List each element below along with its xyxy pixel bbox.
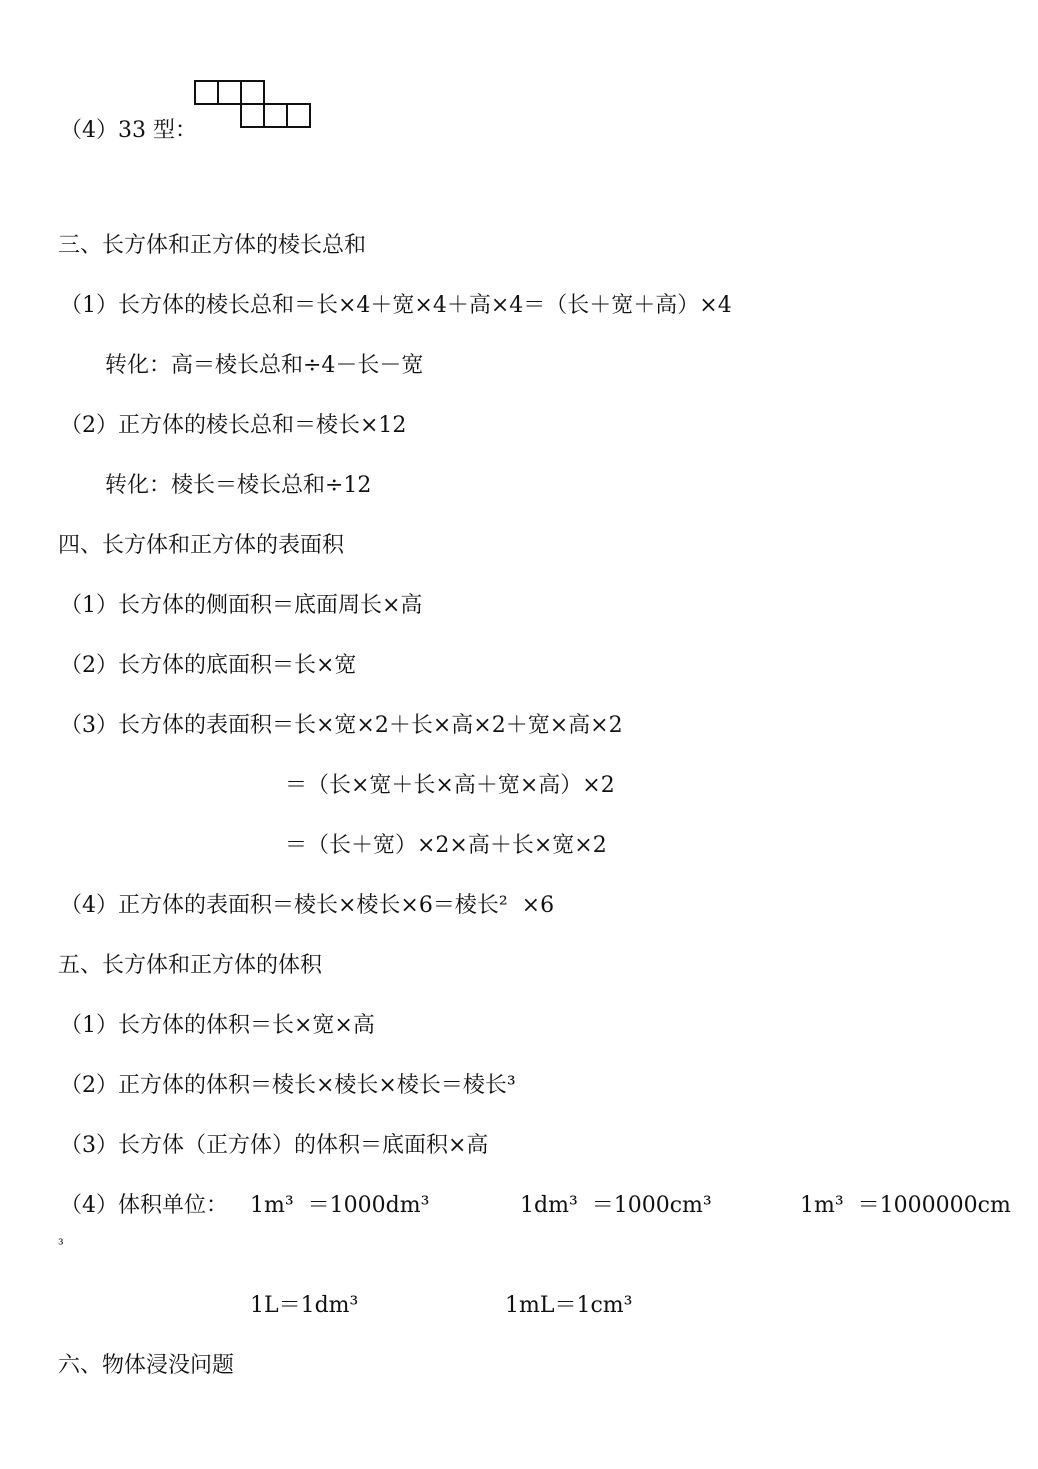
formula-4-1: （1）长方体的侧面积＝底面周长×高: [60, 593, 423, 618]
unit-ml-cm3: 1mL＝1cm³: [505, 1293, 633, 1318]
section-4-title: 四、长方体和正方体的表面积: [58, 533, 345, 558]
unit-m3-dm3: 1m³ ＝1000dm³: [250, 1193, 430, 1218]
formula-4-3-line-2: ＝（长×宽＋长×高＋宽×高）×2: [285, 773, 615, 798]
unit-m3-cm3: 1m³ ＝1000000cm: [800, 1193, 1011, 1218]
formula-3-2-conversion: 转化：棱长＝棱长总和÷12: [105, 473, 372, 498]
unit-l-dm3: 1L＝1dm³: [250, 1293, 359, 1318]
formula-5-3: （3）长方体（正方体）的体积＝底面积×高: [60, 1133, 489, 1158]
formula-3-1-conversion: 转化：高＝棱长总和÷4－长－宽: [105, 353, 424, 378]
unit-m3-cm3-wrap: ³: [58, 1237, 64, 1253]
formula-4-4: （4）正方体的表面积＝棱长×棱长×6＝棱长² ×6: [60, 893, 555, 918]
formula-3-2: （2）正方体的棱长总和＝棱长×12: [60, 413, 407, 438]
cube-net-33-diagram: [194, 80, 314, 130]
section-5-title: 五、长方体和正方体的体积: [58, 953, 323, 978]
net-33-label: （4）33 型：: [60, 118, 197, 143]
formula-4-3: （3）长方体的表面积＝长×宽×2＋长×高×2＋宽×高×2: [60, 713, 623, 738]
formula-5-2: （2）正方体的体积＝棱长×棱长×棱长＝棱长³: [60, 1073, 516, 1098]
formula-5-1: （1）长方体的体积＝长×宽×高: [60, 1013, 375, 1038]
unit-dm3-cm3: 1dm³ ＝1000cm³: [520, 1193, 712, 1218]
formula-5-4-label: （4）体积单位：: [60, 1193, 228, 1218]
formula-3-1: （1）长方体的棱长总和＝长×4＋宽×4＋高×4＝（长＋宽＋高）×4: [60, 293, 732, 318]
section-3-title: 三、长方体和正方体的棱长总和: [58, 233, 367, 258]
formula-4-3-line-3: ＝（长＋宽）×2×高＋长×宽×2: [285, 833, 607, 858]
section-6-title: 六、物体浸没问题: [58, 1353, 235, 1378]
formula-4-2: （2）长方体的底面积＝长×宽: [60, 653, 357, 678]
